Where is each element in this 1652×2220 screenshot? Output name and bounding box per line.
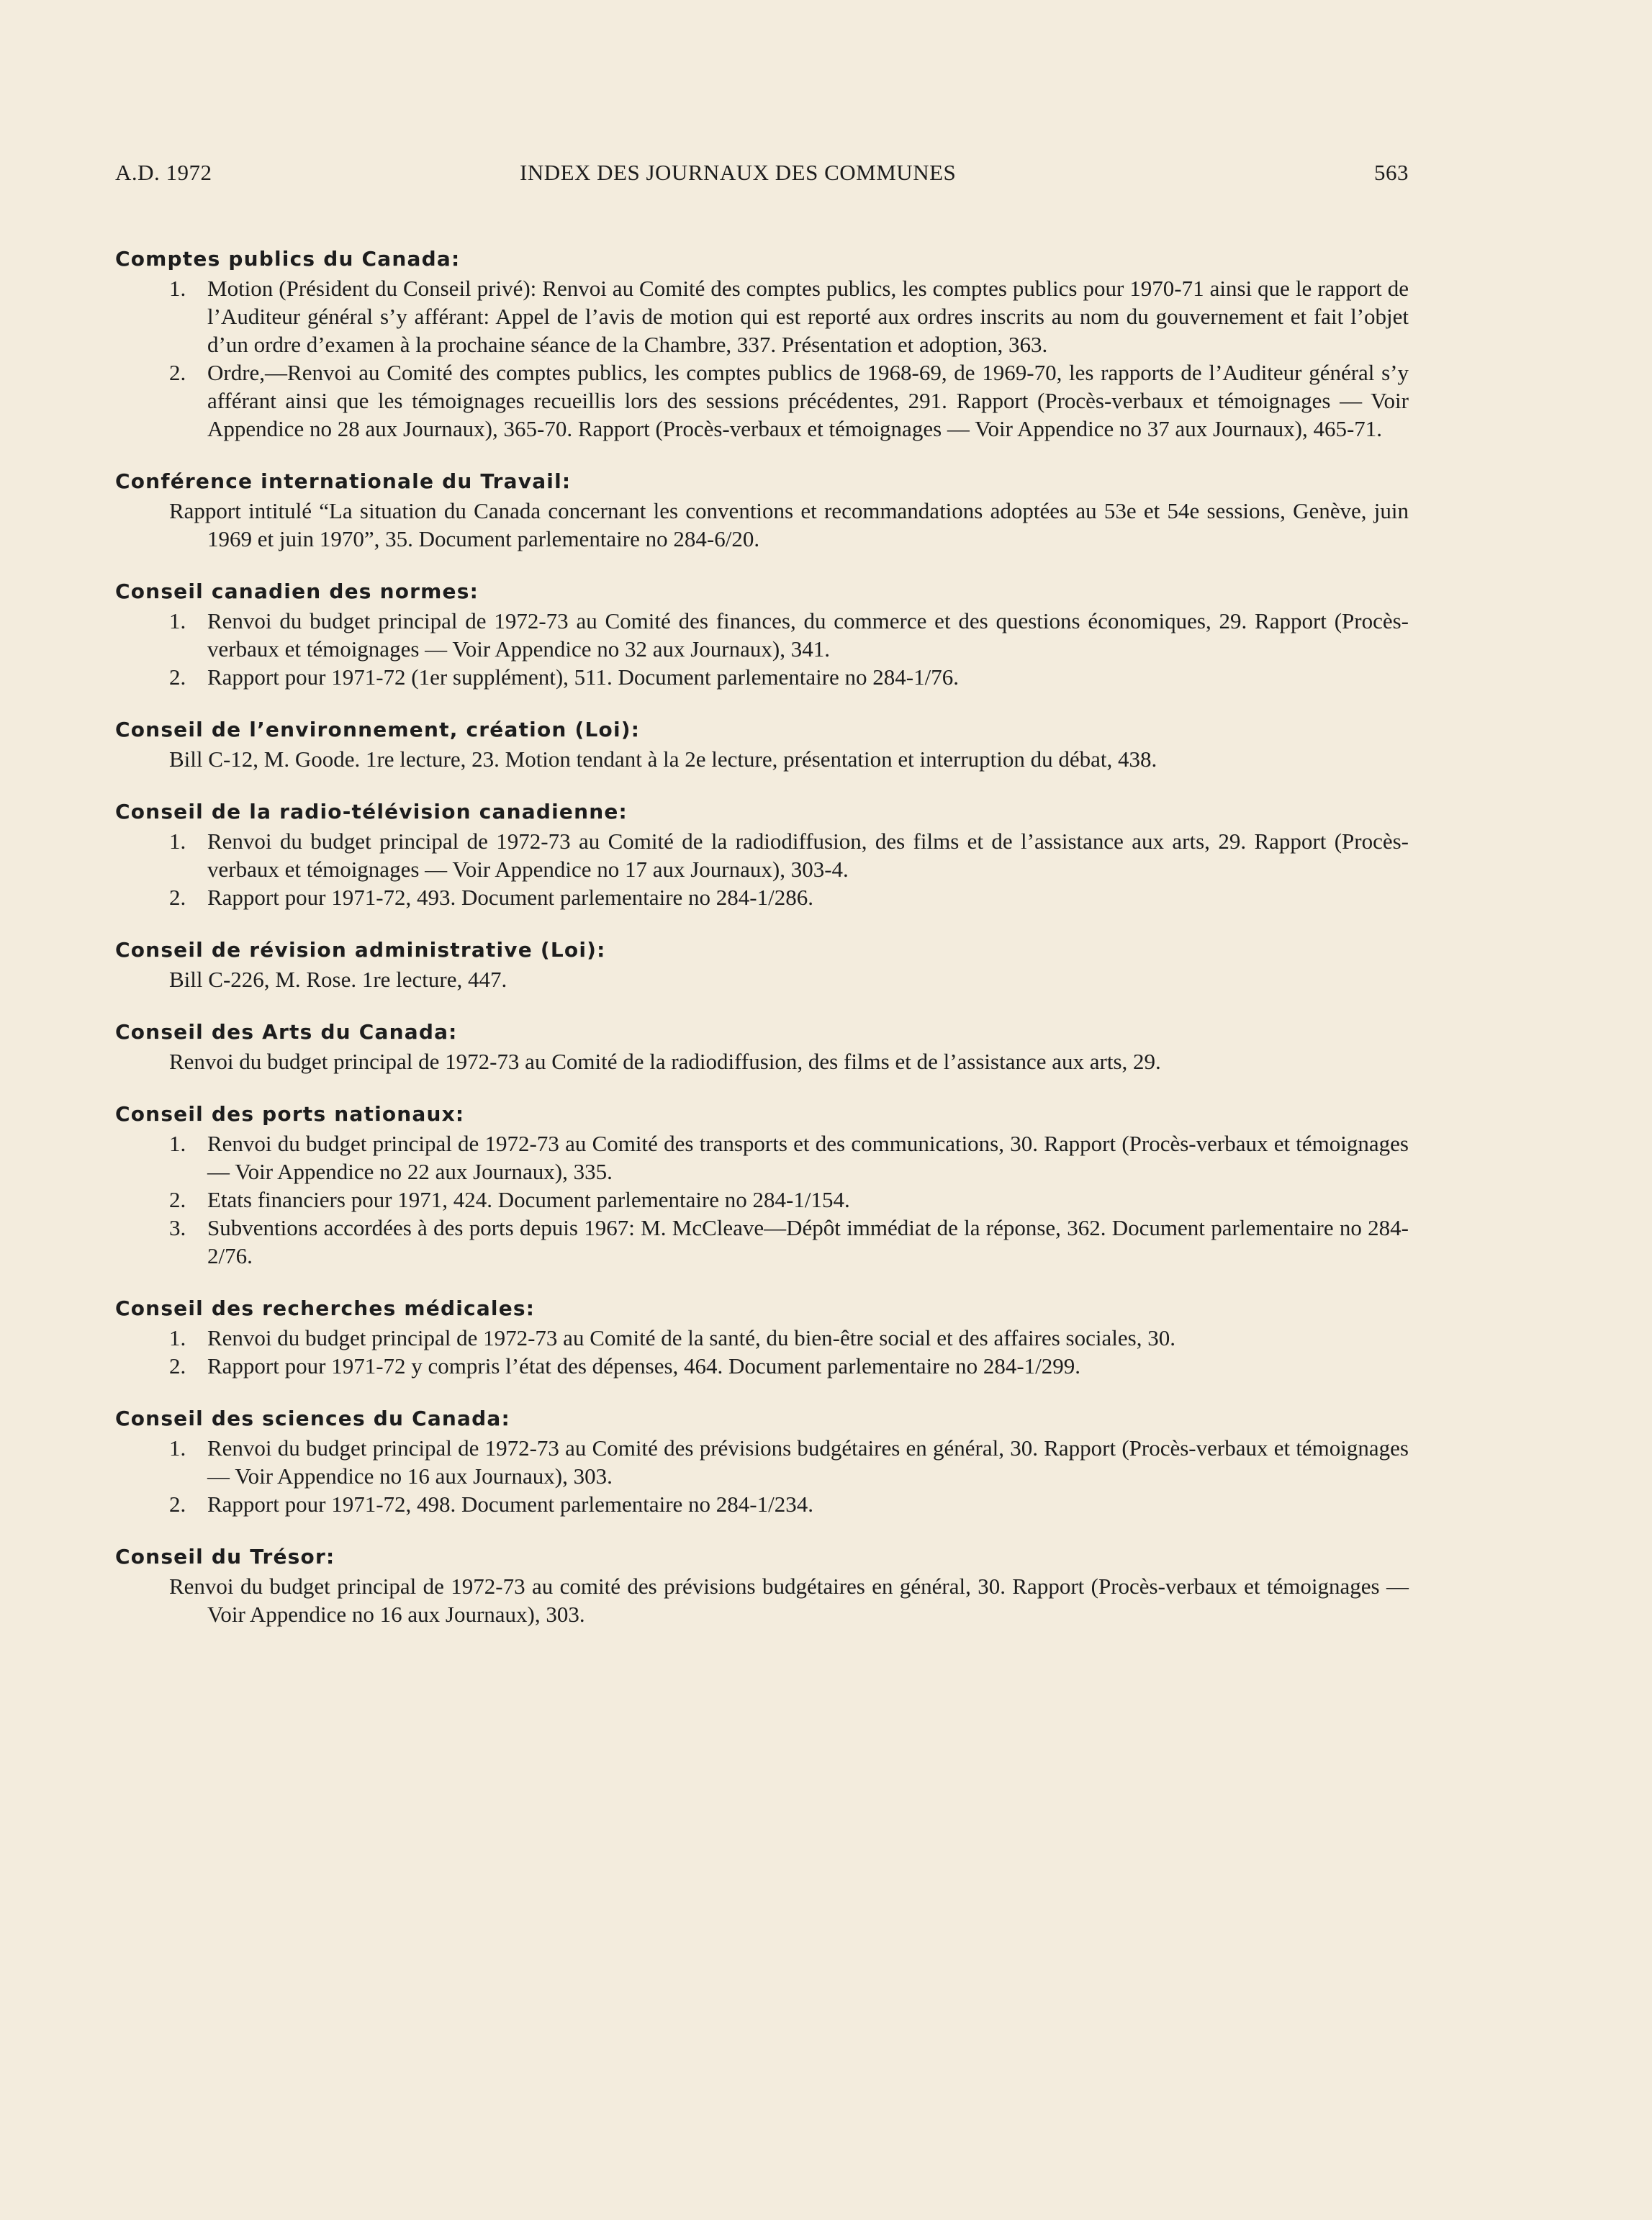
entry-heading: Conseil de la radio-télévision canadienne:	[115, 800, 628, 824]
numbered-item	[115, 663, 1409, 691]
item-number: 3.	[169, 1215, 186, 1240]
entry-items	[115, 274, 1409, 443]
item-text: Rapport pour 1971-72 y compris l’état des dépenses, 464. Document parlementaire no 284-1/299.	[207, 1353, 1081, 1379]
item-text: Rapport pour 1971-72, 498. Document parlementaire no 284-1/234.	[207, 1492, 813, 1517]
entry-items	[115, 607, 1409, 691]
numbered-item	[115, 607, 1409, 663]
item-text: Etats financiers pour 1971, 424. Document parlementaire no 284-1/154.	[207, 1187, 850, 1212]
item-text: Ordre,—Renvoi au Comité des comptes publics, les comptes publics de 1968-69, de 1969-70, les rapports de l’Auditeur général s’y afférant ainsi que les témoignages recueillis lors des sessions précédentes, 291. Rapport (Procès-verbaux et témoignages — Voir Appendice no 28 aux Journaux), 365-70. Rapport (Procès-verbaux et témoignages — Voir Appendice no 37 aux Journaux), 465-71.	[207, 360, 1409, 441]
numbered-item	[115, 883, 1409, 911]
numbered-item	[115, 1214, 1409, 1270]
entry-heading: Conseil des recherches médicales:	[115, 1296, 536, 1320]
entry-items	[115, 1047, 1409, 1075]
entry-items	[115, 1572, 1409, 1628]
numbered-item	[115, 1434, 1409, 1490]
item-text: Rapport intitulé “La situation du Canada concernant les conventions et recommandations adoptées au 53e et 54e sessions, Genève, juin 1969 et juin 1970”, 35. Document parlementaire no 284-6/20.	[169, 498, 1409, 551]
item-text: Renvoi du budget principal de 1972-73 au Comité de la radiodiffusion, des films et de l’assistance aux arts, 29. Rapport (Procès-verbaux et témoignages — Voir Appendice no 17 aux Journaux), 303-4.	[207, 829, 1409, 882]
index-content	[115, 245, 1409, 1653]
entry-items	[115, 497, 1409, 553]
entry-text	[115, 965, 1409, 993]
item-number: 2.	[169, 885, 186, 910]
index-entry	[115, 936, 1409, 993]
header-title: INDEX DES JOURNAUX DES COMMUNES	[520, 160, 957, 185]
item-number: 1.	[169, 1435, 186, 1461]
item-number: 1.	[169, 608, 186, 633]
item-text: Renvoi du budget principal de 1972-73 au Comité de la radiodiffusion, des films et de l’assistance aux arts, 29.	[169, 1049, 1161, 1074]
entry-heading: Comptes publics du Canada:	[115, 247, 461, 271]
index-entry	[115, 716, 1409, 773]
entry-heading: Conseil des ports nationaux:	[115, 1102, 465, 1126]
entry-heading: Conseil des sciences du Canada:	[115, 1407, 510, 1430]
entry-heading: Conseil de l’environnement, création (Loi):	[115, 718, 641, 741]
item-number: 1.	[169, 1131, 186, 1156]
item-text: Subventions accordées à des ports depuis 1967: M. McCleave—Dépôt immédiat de la réponse, 362. Document parlementaire no 284-2/76.	[207, 1215, 1409, 1268]
item-number: 1.	[169, 276, 186, 301]
index-entry	[115, 798, 1409, 911]
numbered-item	[115, 1129, 1409, 1186]
numbered-item	[115, 1324, 1409, 1352]
index-entry	[115, 467, 1409, 553]
item-text: Renvoi du budget principal de 1972-73 au Comité de la santé, du bien-être social et des affaires sociales, 30.	[207, 1325, 1175, 1350]
index-entry	[115, 1294, 1409, 1380]
item-number: 1.	[169, 829, 186, 854]
item-text: Rapport pour 1971-72, 493. Document parlementaire no 284-1/286.	[207, 885, 813, 910]
entry-items	[115, 965, 1409, 993]
item-number: 2.	[169, 1353, 186, 1379]
item-text: Renvoi du budget principal de 1972-73 au Comité des prévisions budgétaires en général, 30. Rapport (Procès-verbaux et témoignages — Voir Appendice no 16 aux Journaux), 303.	[207, 1435, 1409, 1489]
entry-text	[115, 1047, 1409, 1075]
entry-items	[115, 1324, 1409, 1380]
item-text: Renvoi du budget principal de 1972-73 au comité des prévisions budgétaires en général, 30. Rapport (Procès-verbaux et témoignages — Voir Appendice no 16 aux Journaux), 303.	[169, 1574, 1409, 1627]
numbered-item	[115, 827, 1409, 883]
numbered-item	[115, 358, 1409, 443]
item-number: 2.	[169, 360, 186, 385]
index-entry	[115, 1404, 1409, 1518]
numbered-item	[115, 1186, 1409, 1214]
item-text: Bill C-12, M. Goode. 1re lecture, 23. Motion tendant à la 2e lecture, présentation et interruption du débat, 438.	[169, 746, 1157, 772]
entry-heading: Conseil des Arts du Canada:	[115, 1020, 458, 1044]
entry-heading: Conseil du Trésor:	[115, 1545, 335, 1569]
numbered-item	[115, 1352, 1409, 1380]
numbered-item	[115, 274, 1409, 358]
index-entry	[115, 1543, 1409, 1628]
index-entry	[115, 577, 1409, 691]
entry-heading: Conférence internationale du Travail:	[115, 469, 572, 493]
entry-heading: Conseil canadien des normes:	[115, 579, 479, 603]
entry-heading: Conseil de révision administrative (Loi):	[115, 938, 606, 962]
numbered-item	[115, 1490, 1409, 1518]
entry-text	[115, 497, 1409, 553]
item-number: 2.	[169, 664, 186, 690]
item-number: 2.	[169, 1492, 186, 1517]
item-text: Motion (Président du Conseil privé): Renvoi au Comité des comptes publics, les comptes publics pour 1970-71 ainsi que le rapport de l’Auditeur général s’y afférant: Appel de l’avis de motion qui est reporté aux ordres inscrits au nom du gouvernement et fait l’objet d’un ordre d’examen à la prochaine séance de la Chambre, 337. Présentation et adoption, 363.	[207, 276, 1409, 357]
entry-items	[115, 1434, 1409, 1518]
page-number: 563	[1374, 160, 1409, 185]
index-entry	[115, 1100, 1409, 1270]
item-text: Rapport pour 1971-72 (1er supplément), 511. Document parlementaire no 284-1/76.	[207, 664, 959, 690]
entry-text	[115, 1572, 1409, 1628]
entry-text	[115, 745, 1409, 773]
entry-items	[115, 745, 1409, 773]
header-year: A.D. 1972	[115, 160, 212, 185]
entry-items	[115, 1129, 1409, 1270]
item-text: Bill C-226, M. Rose. 1re lecture, 447.	[169, 967, 507, 992]
item-text: Renvoi du budget principal de 1972-73 au Comité des transports et des communications, 30. Rapport (Procès-verbaux et témoignages — Voir Appendice no 22 aux Journaux), 335.	[207, 1131, 1409, 1184]
item-text: Renvoi du budget principal de 1972-73 au Comité des finances, du commerce et des questions économiques, 29. Rapport (Procès-verbaux et témoignages — Voir Appendice no 32 aux Journaux), 341.	[207, 608, 1409, 662]
item-number: 1.	[169, 1325, 186, 1350]
item-number: 2.	[169, 1187, 186, 1212]
entry-items	[115, 827, 1409, 911]
index-entry	[115, 245, 1409, 443]
index-entry	[115, 1018, 1409, 1075]
